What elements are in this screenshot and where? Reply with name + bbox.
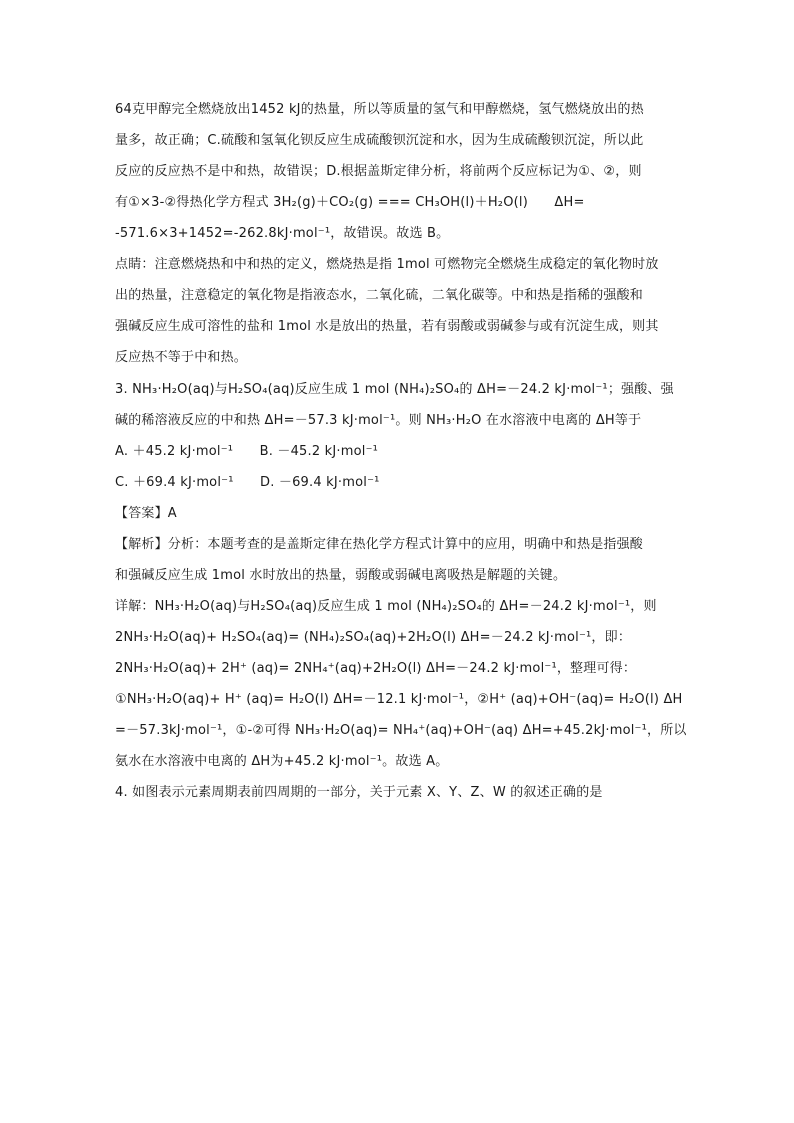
text-line-4: 有①×3-②得热化学方程式 3H₂(g)＋CO₂(g) === CH₃OH(l)＋H₂O(l) ΔH= xyxy=(115,195,585,210)
detail-line-3: 2NH₃·H₂O(aq)+ 2H⁺ (aq)= 2NH₄⁺(aq)+2H₂O(l) ΔH=－24.2 kJ·mol⁻¹，整理可得： xyxy=(115,661,637,676)
detail-line-5: =－57.3kJ·mol⁻¹，①-②可得 NH₃·H₂O(aq)= NH₄⁺(aq)+OH⁻(aq) ΔH=+45.2kJ·mol⁻¹，所以 xyxy=(115,723,687,738)
analysis-line-2: 和强碱反应生成 1mol 水时放出的热量，弱酸或弱碱电离吸热是解题的关键。 xyxy=(115,568,567,583)
question-3-line-2: 碱的稀溶液反应的中和热 ΔH=－57.3 kJ·mol⁻¹。则 NH₃·H₂O 在水溶液中电离的 ΔH等于 xyxy=(115,413,642,428)
text-line-8: 强碱反应生成可溶性的盐和 1mol 水是放出的热量，若有弱酸或弱碱参与或有沉淀生成，则其 xyxy=(115,319,659,334)
question-3-line-1: 3. NH₃·H₂O(aq)与H₂SO₄(aq)反应生成 1 mol (NH₄)₂SO₄的 ΔH=－24.2 kJ·mol⁻¹；强酸、强 xyxy=(115,382,674,397)
text-line-9: 反应热不等于中和热。 xyxy=(115,350,248,365)
text-line-7: 出的热量，注意稳定的氧化物是指液态水，二氧化硫，二氧化碳等。中和热是指稀的强酸和 xyxy=(115,288,644,303)
question-4-line: 4. 如图表示元素周期表前四周期的一部分，关于元素 X、Y、Z、W 的叙述正确的是 xyxy=(115,785,603,800)
detail-line-2: 2NH₃·H₂O(aq)+ H₂SO₄(aq)= (NH₄)₂SO₄(aq)+2H₂O(l) ΔH=－24.2 kJ·mol⁻¹，即： xyxy=(115,630,632,645)
text-line-6: 点睛：注意燃烧热和中和热的定义，燃烧热是指 1mol 可燃物完全燃烧生成稳定的氧化物时放 xyxy=(115,257,659,272)
detail-line-6: 氨水在水溶液中电离的 ΔH为+45.2 kJ·mol⁻¹。故选 A。 xyxy=(115,754,449,769)
text-line-5: -571.6×3+1452=-262.8kJ·mol⁻¹，故错误。故选 B。 xyxy=(115,226,450,241)
answer-line: 【答案】A xyxy=(115,506,177,521)
options-ab: A. ＋45.2 kJ·mol⁻¹ B. －45.2 kJ·mol⁻¹ xyxy=(115,444,379,459)
text-line-3: 反应的反应热不是中和热，故错误；D.根据盖斯定律分析，将前两个反应标记为①、②，则 xyxy=(115,164,642,179)
analysis-line-1: 【解析】分析：本题考查的是盖斯定律在热化学方程式计算中的应用，明确中和热是指强酸 xyxy=(115,537,644,552)
options-cd: C. ＋69.4 kJ·mol⁻¹ D. －69.4 kJ·mol⁻¹ xyxy=(115,475,380,490)
detail-line-1: 详解：NH₃·H₂O(aq)与H₂SO₄(aq)反应生成 1 mol (NH₄)₂SO₄的 ΔH=－24.2 kJ·mol⁻¹，则 xyxy=(115,599,657,614)
detail-line-4: ①NH₃·H₂O(aq)+ H⁺ (aq)= H₂O(l) ΔH=－12.1 kJ·mol⁻¹，②H⁺ (aq)+OH⁻(aq)= H₂O(l) ΔH xyxy=(115,692,683,707)
text-line-2: 量多，故正确；C.硫酸和氢氧化钡反应生成硫酸钡沉淀和水，因为生成硫酸钡沉淀，所以此 xyxy=(115,133,644,148)
text-line-1: 64克甲醇完全燃烧放出1452 kJ的热量，所以等质量的氢气和甲醇燃烧，氢气燃烧放出的热 xyxy=(115,102,644,117)
